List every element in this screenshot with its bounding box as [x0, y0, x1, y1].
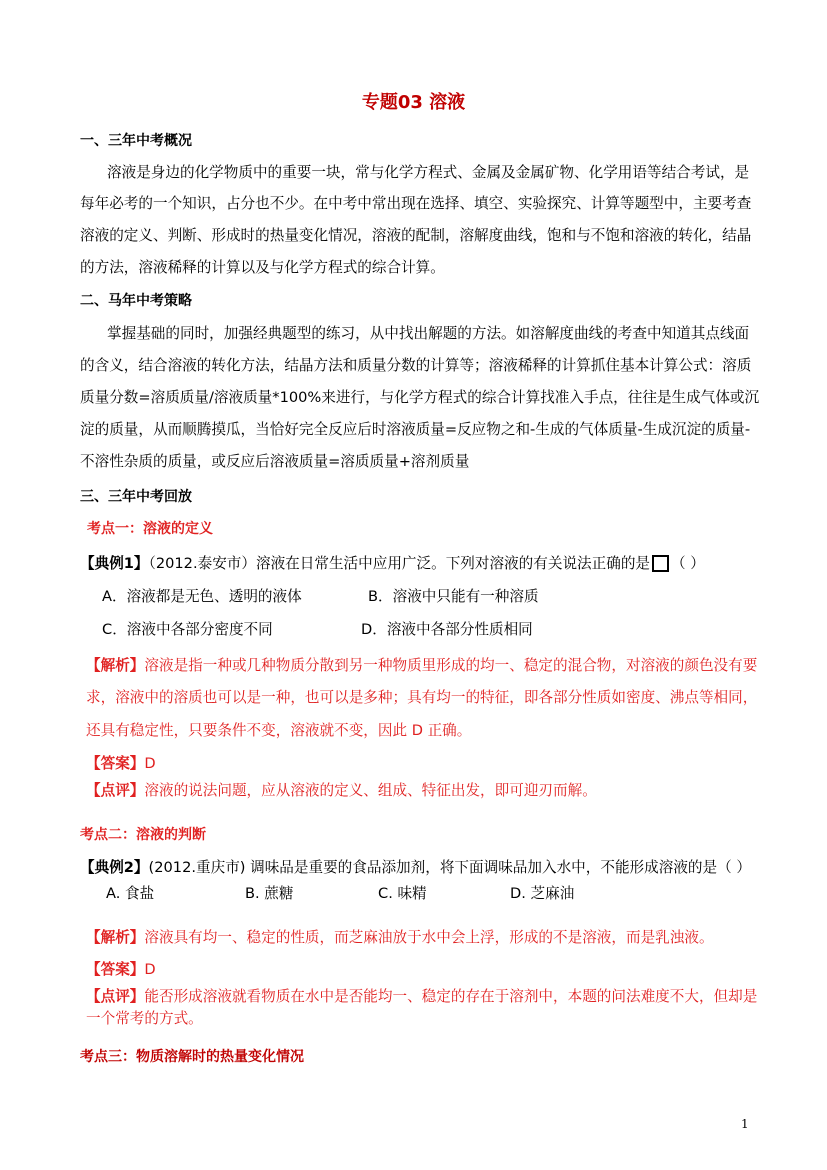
page-title: 专题03 溶液	[361, 92, 466, 113]
page-number: 1	[741, 1117, 749, 1131]
section-1-line: 溶液是身边的化学物质中的重要一块，常与化学方程式、金属及金属矿物、化学用语等结合考试，是	[107, 164, 750, 181]
example-1-option-d: D．溶液中各部分性质相同	[361, 621, 533, 638]
example-2-option-a: A. 食盐	[106, 885, 155, 902]
example-1-tag: 【典例1】	[80, 555, 149, 572]
key-point-2-label: 考点二：溶液的判断	[80, 827, 206, 843]
comment-tag: 【点评】	[86, 988, 145, 1005]
comment-text: 能否形成溶液就看物质在水中是否能均一、稳定的存在于溶剂中，本题的问法难度不大，但却是	[144, 988, 758, 1005]
example-2-question	[80, 856, 751, 877]
example-2-answer	[86, 958, 156, 979]
comment-tag: 【点评】	[86, 782, 145, 799]
section-1-line: 溶液的定义、判断、形成时的热量变化情况，溶液的配制，溶解度曲线，饱和与不饱和溶液的转化，结晶	[80, 227, 752, 244]
example-1-answer	[86, 752, 156, 773]
example-1-analysis-line: 还具有稳定性，只要条件不变，溶液就不变，因此 D 正确。	[86, 722, 472, 739]
example-1-text: （2012.泰安市）溶液在日常生活中应用广泛。下列对溶液的有关说法正确的是	[148, 555, 651, 572]
answer-tag: 【答案】	[86, 961, 145, 978]
example-1-option-a: A．溶液都是无色、透明的液体	[102, 588, 302, 605]
section-1-line: 的方法，溶液稀释的计算以及与化学方程式的综合计算。	[80, 259, 445, 276]
example-2-option-b: B. 蔗糖	[245, 885, 294, 902]
example-1-analysis-line: 求，溶液中的溶质也可以是一种，也可以是多种；具有均一的特征，即各部分性质如密度、沸点等相同，	[86, 689, 758, 706]
section-2-line: 质量分数=溶质质量/溶液质量*100%来进行，与化学方程式的综合计算找准入手点，往往是生成气体或沉	[80, 389, 760, 406]
answer-value: D	[144, 755, 156, 772]
example-1-analysis-line	[86, 654, 757, 675]
example-2-option-c: C. 味精	[378, 885, 427, 902]
example-2-comment-line: 一个常考的方式。	[86, 1010, 203, 1027]
example-1-question	[80, 552, 705, 573]
example-1-option-c: C．溶液中各部分密度不同	[102, 621, 273, 638]
section-1-heading: 一、三年中考概况	[80, 133, 192, 149]
example-2-tag: 【典例2】	[80, 859, 149, 876]
section-2-line: 淀的质量，从而顺腾摸瓜，当恰好完全反应后时溶液质量=反应物之和-生成的气体质量-生成沉淀的质量-	[80, 421, 751, 438]
example-2-comment	[86, 985, 757, 1006]
section-2-line: 的含义，结合溶液的转化方法，结晶方法和质量分数的计算等；溶液稀释的计算抓住基本计算公式：溶质	[80, 357, 752, 374]
example-2-option-d: D. 芝麻油	[510, 885, 575, 902]
section-2-line: 不溶性杂质的质量，或反应后溶液质量=溶质质量+溶剂质量	[80, 453, 470, 470]
example-1-paren: （ ）	[671, 555, 705, 572]
example-1-comment	[86, 779, 597, 800]
analysis-tag: 【解析】	[86, 657, 145, 674]
example-2-analysis	[86, 926, 714, 947]
answer-value: D	[144, 961, 156, 978]
analysis-tag: 【解析】	[86, 929, 145, 946]
section-2-heading: 二、马年中考策略	[80, 293, 192, 309]
example-1-option-b: B．溶液中只能有一种溶质	[368, 588, 539, 605]
section-1-line: 每年必考的一个知识，占分也不少。在中考中常出现在选择、填空、实验探究、计算等题型中，主要考查	[80, 195, 752, 212]
example-2-text: (2012.重庆市) 调味品是重要的食品添加剂，将下面调味品加入水中，不能形成溶液的是（ ）	[148, 859, 751, 876]
key-point-1-label: 考点一：溶液的定义	[87, 521, 213, 537]
analysis-text: 溶液是指一种或几种物质分散到另一种物质里形成的均一、稳定的混合物，对溶液的颜色没有要	[144, 657, 758, 674]
comment-text: 溶液的说法问题，应从溶液的定义、组成、特征出发，即可迎刃而解。	[144, 782, 597, 799]
section-3-heading: 三、三年中考回放	[80, 489, 192, 505]
answer-tag: 【答案】	[86, 755, 145, 772]
analysis-text: 溶液具有均一、稳定的性质，而芝麻油放于水中会上浮，形成的不是溶液，而是乳浊液。	[144, 929, 714, 946]
section-2-line: 掌握基础的同时，加强经典题型的练习，从中找出解题的方法。如溶解度曲线的考查中知道其点线面	[107, 325, 750, 342]
answer-blank-box	[652, 555, 669, 572]
key-point-3-label: 考点三：物质溶解时的热量变化情况	[80, 1049, 304, 1065]
